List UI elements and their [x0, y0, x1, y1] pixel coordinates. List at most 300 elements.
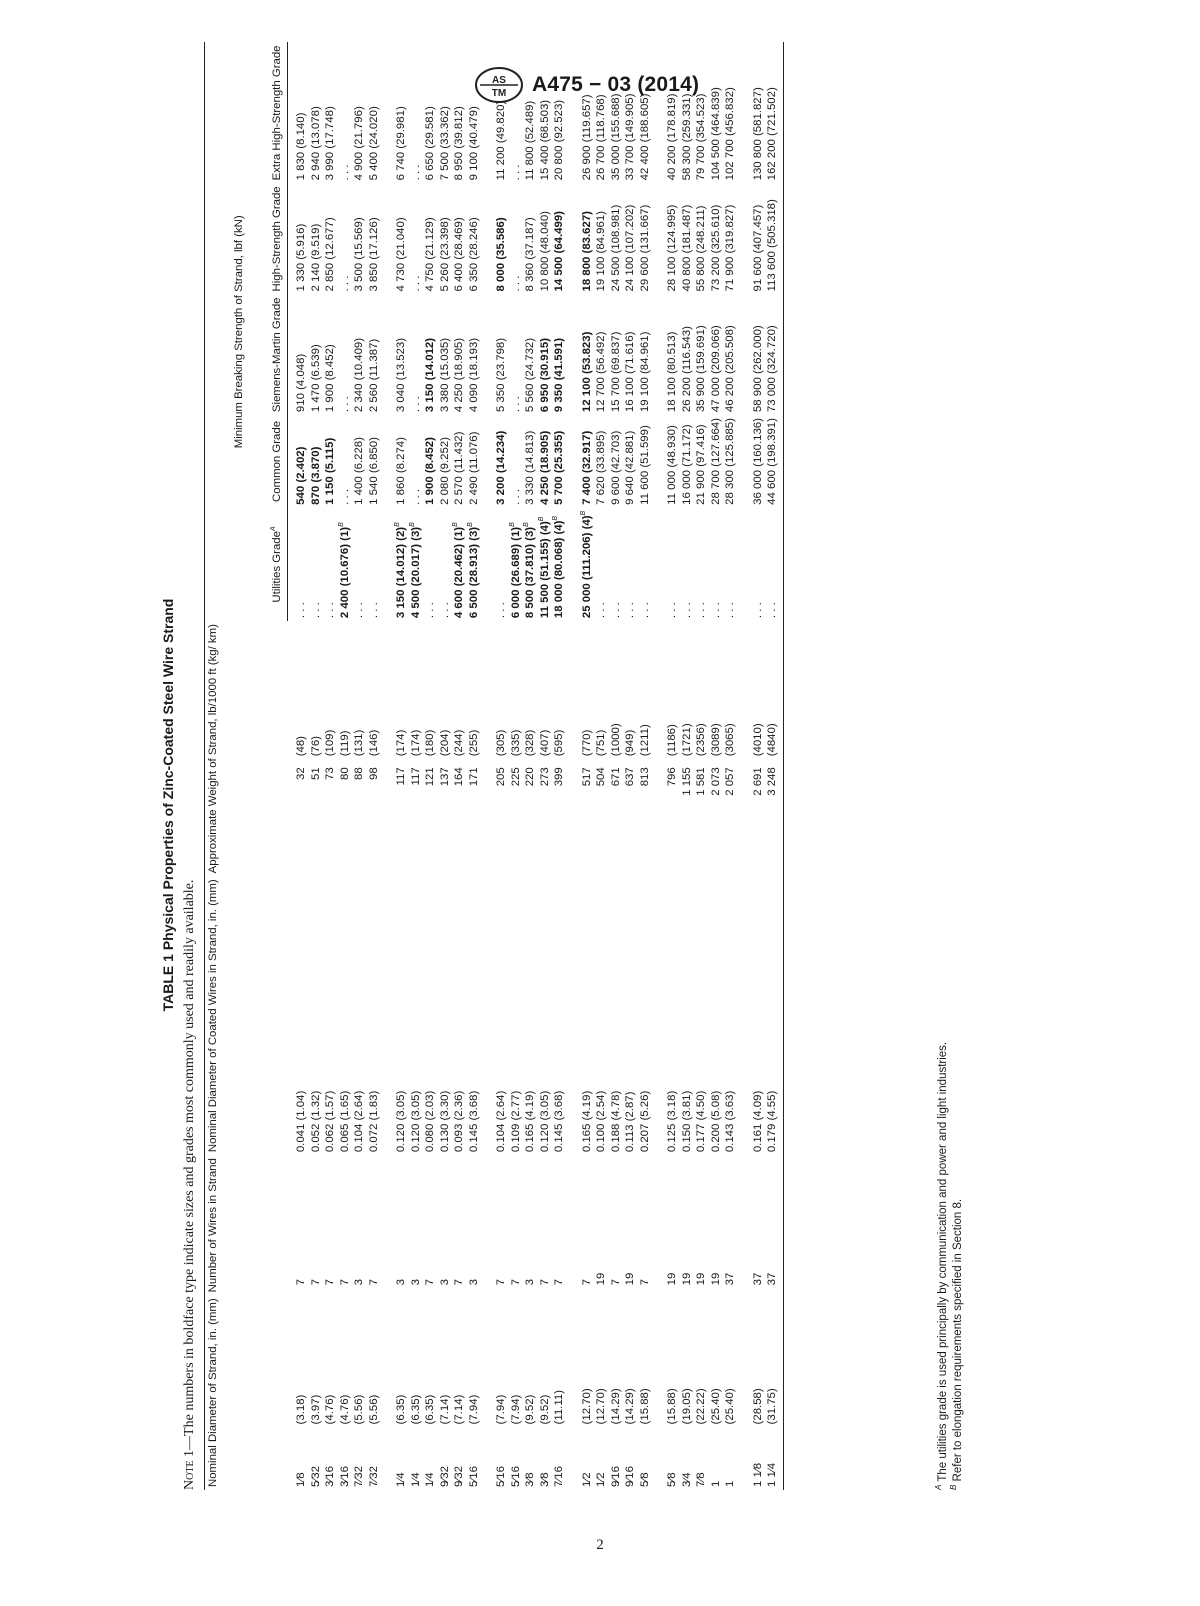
cell-number-of-wires-value: 19 — [680, 1272, 693, 1286]
cell-common-grade-value: 1 400 (6.228) — [353, 437, 365, 505]
cell-extra-high-strength-grade-value: 102 700 (456.832) — [724, 87, 736, 181]
cell-nominal-mm-value: (12.70) — [580, 1388, 593, 1425]
cell-nominal-fraction — [623, 1427, 638, 1490]
cell-nominal-fraction-value: 7⁄8 — [695, 1472, 707, 1487]
cell-siemens-martin-grade — [709, 294, 724, 415]
cell-utilities-grade — [609, 508, 624, 621]
cell-coated-wire-diameter — [409, 876, 424, 1155]
cell-weight-kg — [723, 621, 738, 764]
cell-weight-lb-value: 117 — [409, 767, 422, 786]
cell-high-strength-grade-value: 113 600 (505.318) — [766, 199, 778, 292]
cell-common-grade-value: 28 700 (127.664) — [709, 418, 722, 505]
cell-coated-wire-diameter — [309, 876, 324, 1155]
cell-weight-kg-value: (4010) — [751, 723, 764, 757]
cell-number-of-wires — [288, 1155, 309, 1295]
table-row — [680, 43, 695, 1491]
cell-weight-kg-value: (751) — [595, 729, 607, 757]
cell-high-strength-grade-value: 3 500 (15.569) — [353, 217, 365, 292]
cell-number-of-wires-value: 37 — [751, 1272, 764, 1286]
cell-coated-wire-diameter-value: 0.109 (2.77) — [509, 1090, 522, 1153]
cell-coated-wire-diameter — [509, 876, 524, 1155]
cell-nominal-fraction-value: 3⁄8 — [538, 1472, 551, 1487]
table-row — [723, 43, 738, 1491]
cell-coated-wire-diameter — [338, 876, 353, 1155]
cell-common-grade — [523, 415, 538, 508]
cell-nominal-fraction-value: 3⁄16 — [338, 1466, 351, 1487]
cell-number-of-wires — [652, 1155, 680, 1295]
table-note — [182, 880, 198, 1490]
cell-high-strength-grade-value: 40 800 (181.487) — [680, 204, 693, 292]
cell-weight-lb — [438, 764, 453, 876]
footnote-ref-b: B — [394, 522, 402, 527]
cell-nominal-mm-value: (9.52) — [538, 1394, 551, 1425]
cell-coated-wire-diameter — [680, 876, 695, 1155]
cell-utilities-grade-value: . . . — [751, 602, 764, 619]
cell-weight-lb — [338, 764, 353, 876]
footnote-b — [951, 1042, 966, 1490]
cell-weight-lb-value: 517 — [580, 767, 593, 787]
cell-number-of-wires-value: 19 — [666, 1272, 678, 1286]
cell-coated-wire-diameter — [623, 876, 638, 1155]
cell-utilities-grade-value: . . . — [724, 602, 736, 619]
cell-weight-lb-value: 796 — [666, 767, 678, 787]
table-row — [481, 43, 509, 1491]
cell-utilities-grade — [765, 508, 783, 621]
cell-utilities-grade — [552, 508, 567, 621]
cell-extra-high-strength-grade-value: 2 940 (13.078) — [309, 106, 322, 181]
cell-utilities-grade-value: . . . — [495, 602, 507, 619]
cell-common-grade-value: 1 540 (6.850) — [367, 437, 380, 505]
cell-weight-kg — [309, 621, 324, 764]
cell-nominal-mm-value: (19.05) — [680, 1388, 693, 1425]
cell-weight-kg-value: (770) — [580, 729, 593, 757]
cell-utilities-grade-value: . . . — [766, 602, 778, 619]
cell-weight-kg-value: (328) — [524, 729, 536, 757]
cell-common-grade-value: 4 250 (18.905) — [538, 430, 551, 505]
cell-coated-wire-diameter-value: 0.113 (2.87) — [624, 1091, 636, 1153]
cell-extra-high-strength-grade-value: 8 950 (39.812) — [453, 106, 465, 181]
cell-utilities-grade-value: 2 400 (10.676) (1) — [338, 526, 351, 619]
cell-high-strength-grade — [609, 183, 624, 294]
cell-common-grade — [623, 415, 638, 508]
cell-high-strength-grade — [323, 183, 338, 294]
cell-weight-lb — [709, 764, 724, 876]
cell-number-of-wires — [509, 1155, 524, 1295]
cell-coated-wire-diameter — [381, 876, 409, 1155]
cell-nominal-fraction — [538, 1427, 553, 1490]
note-label: Note 1 — [182, 1449, 197, 1490]
footnote-ref-b: B — [452, 522, 460, 527]
cell-extra-high-strength-grade — [409, 43, 424, 184]
cell-siemens-martin-grade-value: 3 380 (15.035) — [438, 337, 451, 413]
cell-coated-wire-diameter-value: 0.120 (3.05) — [538, 1090, 551, 1153]
cell-utilities-grade-value: 6 000 (26.689) (1) — [509, 526, 522, 619]
cell-utilities-grade — [523, 508, 538, 621]
cell-utilities-grade-value: 8 500 (37.810) (3) — [524, 526, 536, 619]
cell-high-strength-grade-value: 28 100 (124.995) — [666, 204, 678, 292]
properties-table — [204, 43, 784, 1491]
cell-utilities-grade — [481, 508, 509, 621]
cell-common-grade — [467, 415, 482, 508]
cell-coated-wire-diameter — [765, 876, 783, 1155]
cell-number-of-wires-value: 7 — [309, 1279, 322, 1286]
header-common-grade: Common Grade — [271, 415, 288, 508]
cell-nominal-mm — [723, 1295, 738, 1427]
cell-nominal-mm-value: (28.58) — [751, 1388, 764, 1425]
table-row — [338, 43, 353, 1491]
cell-weight-lb — [509, 764, 524, 876]
table-footnotes — [936, 1042, 966, 1490]
cell-common-grade-value: . . . — [409, 489, 422, 505]
cell-weight-kg-value: (180) — [424, 729, 436, 757]
cell-siemens-martin-grade-value: 4 090 (18.193) — [467, 337, 480, 413]
cell-number-of-wires — [680, 1155, 695, 1295]
cell-nominal-mm — [638, 1295, 653, 1427]
cell-number-of-wires-value: 19 — [709, 1272, 722, 1286]
cell-siemens-martin-grade — [423, 294, 438, 415]
cell-siemens-martin-grade-value: 1 900 (8.452) — [324, 344, 336, 413]
cell-coated-wire-diameter — [481, 876, 509, 1155]
cell-siemens-martin-grade — [765, 294, 783, 415]
cell-weight-lb — [765, 764, 783, 876]
cell-weight-lb — [381, 764, 409, 876]
cell-utilities-grade-value: . . . — [680, 602, 693, 619]
cell-common-grade-value: 1 150 (5.115) — [324, 437, 336, 505]
cell-number-of-wires — [309, 1155, 324, 1295]
cell-nominal-mm-value: (22.22) — [695, 1388, 707, 1425]
table-row — [452, 43, 467, 1491]
cell-common-grade-value: 16 000 (71.172) — [680, 424, 693, 505]
cell-high-strength-grade — [723, 183, 738, 294]
cell-weight-kg-value: (146) — [367, 729, 380, 757]
cell-utilities-grade-value: . . . — [309, 602, 322, 619]
cell-common-grade — [567, 415, 595, 508]
cell-siemens-martin-grade — [609, 294, 624, 415]
cell-weight-kg — [638, 621, 653, 764]
cell-weight-kg-value: (255) — [467, 729, 480, 757]
cell-high-strength-grade — [452, 183, 467, 294]
cell-weight-kg — [338, 621, 353, 764]
cell-extra-high-strength-grade-value: 79 700 (354.523) — [695, 93, 707, 181]
cell-extra-high-strength-grade — [552, 43, 567, 184]
cell-extra-high-strength-grade — [594, 43, 609, 184]
cell-weight-kg — [409, 621, 424, 764]
cell-coated-wire-diameter — [352, 876, 367, 1155]
cell-extra-high-strength-grade — [765, 43, 783, 184]
cell-high-strength-grade-value: 4 730 (21.040) — [395, 217, 407, 292]
cell-nominal-fraction — [567, 1427, 595, 1490]
utilities-grade-label: Utilities Grade — [271, 531, 283, 603]
cell-nominal-fraction — [609, 1427, 624, 1490]
cell-common-grade-value: 2 570 (11.432) — [453, 431, 465, 505]
cell-siemens-martin-grade — [538, 294, 553, 415]
cell-nominal-mm-value: (7.94) — [495, 1394, 507, 1425]
cell-utilities-grade-value: . . . — [709, 602, 722, 619]
cell-coated-wire-diameter-value: 0.062 (1.57) — [324, 1090, 336, 1153]
cell-siemens-martin-grade-value: 19 100 (84.961) — [638, 331, 651, 413]
cell-siemens-martin-grade — [680, 294, 695, 415]
cell-nominal-mm-value: (7.14) — [453, 1394, 465, 1425]
cell-high-strength-grade-value: 73 200 (325.610) — [709, 204, 722, 292]
cell-coated-wire-diameter — [709, 876, 724, 1155]
cell-common-grade-value: 9 640 (42.881) — [624, 430, 636, 505]
cell-high-strength-grade-value: 29 600 (131.667) — [638, 204, 651, 292]
cell-coated-wire-diameter-value: 0.080 (2.03) — [424, 1090, 436, 1153]
cell-weight-lb-value: 73 — [324, 767, 336, 780]
cell-nominal-mm-value: (4.76) — [338, 1394, 351, 1425]
cell-number-of-wires-value: 7 — [453, 1279, 465, 1286]
cell-siemens-martin-grade — [323, 294, 338, 415]
cell-nominal-mm — [481, 1295, 509, 1427]
cell-common-grade — [723, 415, 738, 508]
cell-common-grade-value: 3 330 (14.813) — [524, 430, 536, 505]
cell-extra-high-strength-grade — [338, 43, 353, 184]
footnote-ref-b: B — [408, 522, 416, 527]
cell-common-grade — [338, 415, 353, 508]
cell-common-grade-value: 5 700 (25.355) — [553, 430, 565, 505]
cell-nominal-fraction — [452, 1427, 467, 1490]
cell-weight-kg-value: (119) — [338, 730, 351, 757]
table-row — [509, 43, 524, 1491]
cell-weight-kg — [552, 621, 567, 764]
cell-siemens-martin-grade — [438, 294, 453, 415]
cell-common-grade — [352, 415, 367, 508]
cell-siemens-martin-grade — [409, 294, 424, 415]
cell-nominal-fraction-value: 3⁄4 — [680, 1472, 693, 1487]
cell-weight-kg — [288, 621, 309, 764]
cell-extra-high-strength-grade — [481, 43, 509, 184]
cell-number-of-wires-value: 19 — [595, 1272, 607, 1286]
footnote-ref-b: B — [537, 516, 545, 522]
cell-siemens-martin-grade — [623, 294, 638, 415]
cell-extra-high-strength-grade — [567, 43, 595, 184]
cell-common-grade — [638, 415, 653, 508]
cell-utilities-grade-value: . . . — [324, 602, 336, 619]
cell-number-of-wires — [638, 1155, 653, 1295]
cell-weight-lb-value: 32 — [295, 767, 307, 780]
cell-nominal-fraction — [552, 1427, 567, 1490]
cell-number-of-wires — [567, 1155, 595, 1295]
cell-number-of-wires-value: 7 — [338, 1279, 351, 1286]
cell-number-of-wires — [552, 1155, 567, 1295]
footnote-ref-b: B — [466, 522, 474, 527]
cell-weight-kg — [509, 621, 524, 764]
cell-extra-high-strength-grade-value: 33 700 (149.905) — [624, 93, 636, 181]
table-row — [409, 43, 424, 1491]
cell-utilities-grade — [409, 508, 424, 621]
cell-nominal-mm — [323, 1295, 338, 1427]
cell-nominal-fraction — [352, 1427, 367, 1490]
cell-common-grade — [765, 415, 783, 508]
cell-extra-high-strength-grade — [652, 43, 680, 184]
cell-utilities-grade-value: . . . — [295, 602, 307, 619]
cell-nominal-mm-value: (15.88) — [638, 1388, 651, 1425]
table-row — [765, 43, 783, 1491]
cell-nominal-fraction-value: 3⁄8 — [524, 1472, 536, 1487]
cell-number-of-wires — [338, 1155, 353, 1295]
cell-number-of-wires — [623, 1155, 638, 1295]
cell-siemens-martin-grade-value: 46 200 (205.508) — [724, 325, 736, 413]
cell-high-strength-grade — [352, 183, 367, 294]
cell-weight-kg — [680, 621, 695, 764]
cell-nominal-mm-value: (15.88) — [666, 1388, 678, 1425]
cell-weight-kg-value: (1000) — [609, 723, 622, 757]
cell-nominal-fraction-value: 5⁄8 — [638, 1472, 651, 1487]
cell-weight-kg — [452, 621, 467, 764]
cell-high-strength-grade — [765, 183, 783, 294]
cell-utilities-grade-value: 4 500 (20.017) (3) — [409, 526, 422, 619]
cell-siemens-martin-grade-value: 58 900 (262.000) — [751, 325, 764, 413]
cell-extra-high-strength-grade-value: . . . — [338, 164, 351, 181]
cell-extra-high-strength-grade — [538, 43, 553, 184]
cell-weight-lb — [694, 764, 709, 876]
cell-nominal-mm — [467, 1295, 482, 1427]
cell-nominal-mm-value: (11.11) — [553, 1390, 565, 1425]
cell-siemens-martin-grade-value: 4 250 (18.905) — [453, 337, 465, 413]
cell-nominal-fraction-value: 9⁄16 — [609, 1466, 622, 1487]
cell-common-grade — [481, 415, 509, 508]
cell-number-of-wires-value: 3 — [438, 1279, 451, 1286]
cell-weight-lb-value: 671 — [609, 767, 622, 787]
cell-high-strength-grade — [338, 183, 353, 294]
cell-high-strength-grade-value: . . . — [338, 275, 351, 292]
cell-coated-wire-diameter-value: 0.120 (3.05) — [409, 1090, 422, 1153]
cell-high-strength-grade — [567, 183, 595, 294]
cell-weight-kg-value: (335) — [509, 729, 522, 757]
cell-high-strength-grade-value: 19 100 (84.961) — [595, 211, 607, 292]
cell-extra-high-strength-grade-value: . . . — [409, 164, 422, 181]
cell-siemens-martin-grade-value: 3 040 (13.523) — [395, 337, 407, 413]
cell-number-of-wires-value: 7 — [609, 1279, 622, 1286]
cell-siemens-martin-grade-value: 15 700 (69.837) — [609, 331, 622, 413]
cell-common-grade — [409, 415, 424, 508]
cell-siemens-martin-grade — [467, 294, 482, 415]
cell-nominal-fraction — [523, 1427, 538, 1490]
cell-utilities-grade-value: . . . — [424, 602, 436, 619]
cell-high-strength-grade-value: 71 900 (319.827) — [724, 204, 736, 292]
cell-nominal-mm — [338, 1295, 353, 1427]
cell-weight-kg-value: (3089) — [709, 723, 722, 757]
cell-high-strength-grade-value: 5 260 (23.398) — [438, 217, 451, 292]
cell-number-of-wires — [709, 1155, 724, 1295]
cell-high-strength-grade — [409, 183, 424, 294]
cell-common-grade — [738, 415, 766, 508]
cell-weight-kg — [694, 621, 709, 764]
cell-weight-lb-value: 98 — [367, 767, 380, 780]
cell-utilities-grade — [694, 508, 709, 621]
cell-weight-kg-value: (131) — [353, 729, 365, 757]
cell-siemens-martin-grade-value: . . . — [509, 396, 522, 413]
cell-weight-kg — [738, 621, 766, 764]
cell-common-grade-value: 2 080 (9.252) — [438, 437, 451, 505]
cell-nominal-mm — [609, 1295, 624, 1427]
cell-siemens-martin-grade — [552, 294, 567, 415]
cell-nominal-mm-value: (7.14) — [438, 1394, 451, 1425]
table-row — [381, 43, 409, 1491]
cell-siemens-martin-grade — [338, 294, 353, 415]
table-row — [323, 43, 338, 1491]
cell-common-grade-value: 7 400 (32.917) — [580, 430, 593, 505]
cell-utilities-grade — [652, 508, 680, 621]
cell-coated-wire-diameter-value: 0.072 (1.83) — [367, 1090, 380, 1153]
cell-nominal-fraction — [481, 1427, 509, 1490]
cell-high-strength-grade — [552, 183, 567, 294]
cell-siemens-martin-grade-value: 9 350 (41.591) — [553, 337, 565, 413]
cell-weight-lb-value: 637 — [624, 767, 636, 787]
cell-high-strength-grade-value: 8 360 (37.187) — [524, 217, 536, 292]
cell-nominal-fraction — [694, 1427, 709, 1490]
cell-number-of-wires — [609, 1155, 624, 1295]
cell-weight-lb — [423, 764, 438, 876]
cell-weight-lb — [652, 764, 680, 876]
cell-number-of-wires-value: 3 — [409, 1279, 422, 1286]
cell-utilities-grade-value: 3 150 (14.012) (2) — [395, 526, 407, 619]
cell-weight-lb-value: 273 — [538, 767, 551, 787]
cell-common-grade — [288, 415, 309, 508]
cell-number-of-wires-value: 37 — [724, 1272, 736, 1286]
footnote-b-text: Refer to elongation requirements specified in Section 8. — [952, 1198, 964, 1482]
cell-number-of-wires — [523, 1155, 538, 1295]
cell-number-of-wires — [594, 1155, 609, 1295]
cell-number-of-wires — [738, 1155, 766, 1295]
cell-extra-high-strength-grade-value: 5 400 (24.020) — [367, 106, 380, 181]
cell-coated-wire-diameter-value: 0.100 (2.54) — [595, 1090, 607, 1153]
cell-common-grade — [381, 415, 409, 508]
cell-extra-high-strength-grade-value: 4 900 (21.796) — [353, 106, 365, 181]
svg-text:TM: TM — [491, 88, 507, 99]
cell-weight-lb — [538, 764, 553, 876]
cell-high-strength-grade-value: . . . — [409, 275, 422, 292]
cell-high-strength-grade — [423, 183, 438, 294]
cell-extra-high-strength-grade-value: 15 400 (68.503) — [538, 99, 551, 181]
cell-extra-high-strength-grade-value: 40 200 (178.819) — [666, 93, 678, 181]
cell-nominal-fraction-value: 1 1⁄8 — [751, 1462, 764, 1487]
cell-utilities-grade-value: . . . — [624, 602, 636, 619]
cell-utilities-grade — [338, 508, 353, 621]
page-number: 2 — [596, 1537, 604, 1553]
cell-nominal-mm — [438, 1295, 453, 1427]
footnote-ref-b: B — [523, 522, 531, 527]
cell-high-strength-grade-value: 91 600 (407.457) — [751, 204, 764, 292]
table-row — [309, 43, 324, 1491]
cell-nominal-mm-value: (7.94) — [509, 1394, 522, 1425]
header-coated-wire-diameter: Nominal Diameter of Coated Wires in Strand, in. (mm) — [205, 876, 288, 1155]
cell-number-of-wires — [481, 1155, 509, 1295]
cell-weight-lb — [567, 764, 595, 876]
cell-common-grade — [309, 415, 324, 508]
cell-extra-high-strength-grade — [309, 43, 324, 184]
cell-siemens-martin-grade-value: 12 700 (56.492) — [595, 331, 607, 413]
cell-siemens-martin-grade-value: 3 150 (14.012) — [424, 337, 436, 413]
cell-utilities-grade-value: . . . — [438, 602, 451, 619]
cell-weight-kg — [538, 621, 553, 764]
cell-high-strength-grade-value: 18 800 (83.627) — [580, 211, 593, 292]
cell-utilities-grade — [381, 508, 409, 621]
cell-common-grade-value: 540 (2.402) — [295, 446, 307, 505]
cell-utilities-grade — [567, 508, 595, 621]
cell-nominal-mm-value: (31.75) — [766, 1388, 778, 1425]
cell-high-strength-grade-value: 4 750 (21.129) — [424, 217, 436, 292]
cell-weight-kg-value: (1721) — [680, 723, 693, 757]
cell-utilities-grade-value: 6 500 (28.913) (3) — [467, 526, 480, 619]
cell-siemens-martin-grade-value: 5 350 (23.798) — [495, 337, 507, 413]
cell-nominal-mm-value: (25.40) — [709, 1388, 722, 1425]
cell-common-grade — [552, 415, 567, 508]
cell-weight-lb-value: 171 — [467, 767, 480, 787]
cell-utilities-grade — [288, 508, 309, 621]
cell-extra-high-strength-grade-value: 3 990 (17.748) — [324, 106, 336, 181]
cell-high-strength-grade — [523, 183, 538, 294]
